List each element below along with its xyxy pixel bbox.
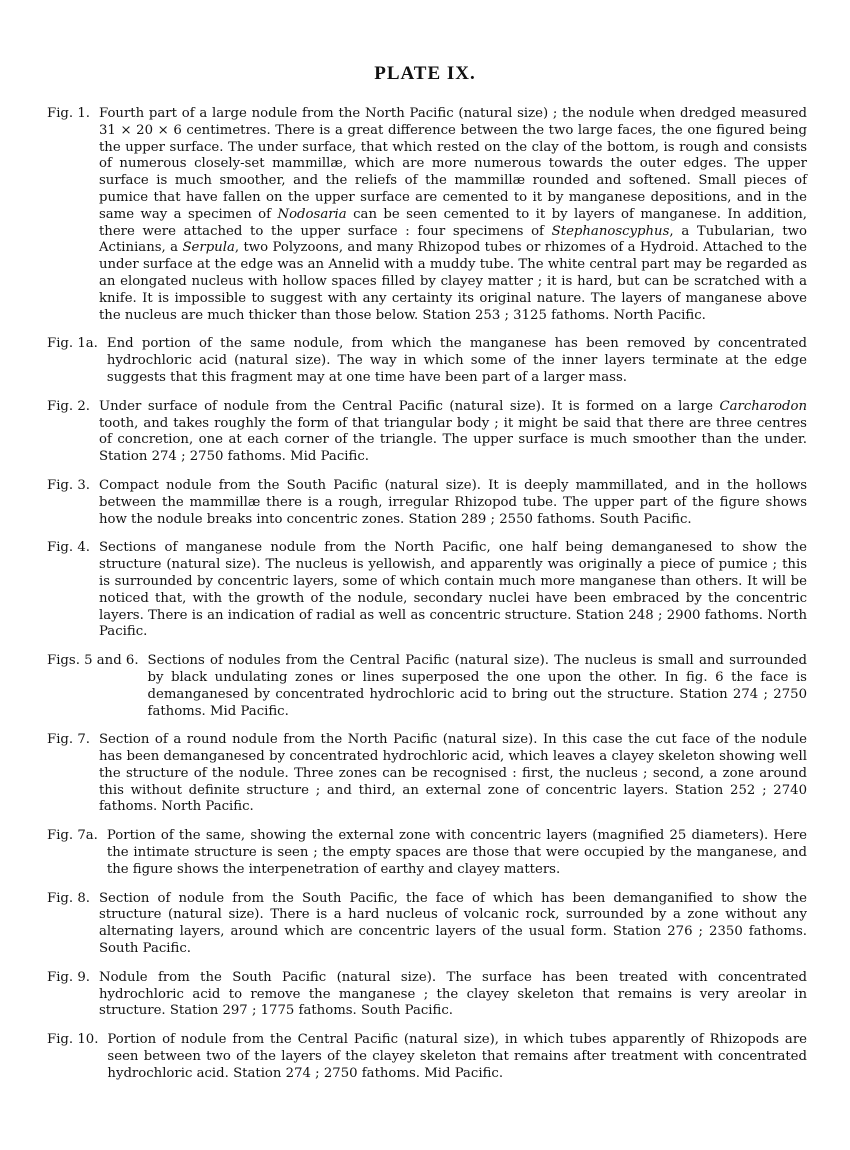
figure-description bbox=[148, 653, 807, 720]
figure-description bbox=[99, 732, 807, 816]
caption-text: Under surface of nodule from the Central Pacific (natural size). It is formed on a large bbox=[98, 398, 720, 414]
figure-description bbox=[99, 106, 807, 324]
figure-label: Fig. 7. bbox=[47, 732, 90, 748]
figure-label: Figs. 5 and 6. bbox=[47, 653, 139, 669]
taxon-name: Nodosaria bbox=[277, 206, 347, 222]
taxon-name: Serpula bbox=[182, 240, 235, 256]
figure-label: Fig. 7a. bbox=[47, 828, 98, 844]
figure-label: Fig. 2. bbox=[47, 398, 90, 414]
caption-text: Sections of nodules from the Central Pacific (natural size). The nucleus is small and surrounded by black undulating zones or lines superposed the one upon the other. In fig. 6 the face is demanganesed by concentrated hydrochloric acid to bring out the structure. Station 274 ; 2750 fathoms. Mid Pacific. bbox=[147, 653, 807, 719]
caption-text: Sections of manganese nodule from the North Pacific, one half being demanganesed to show the structure (natural size). The nucleus is yellowish, and apparently was originally a piece of pumice ; this is surrounded by concentric layers, some of which contain much more manganese than others. It will be noticed that, with the growth of the nodule, secondary nuclei have been embraced by the concentric layers. There is an indication of radial as well as concentric structure. Station 248 ; 2900 fathoms. North Pacific. bbox=[98, 540, 807, 640]
caption-text: tooth, and takes roughly the form of that triangular body ; it might be said that there are three centres of concretion, one at each corner of the triangle. The upper surface is much smoother than the under. Station 274 ; 2750 fathoms. Mid Pacific. bbox=[98, 415, 807, 465]
caption-text: Section of a round nodule from the North Pacific (natural size). In this case the cut face of the nodule has been demanganesed by concentrated hydrochloric acid, which leaves a clayey skeleton showing well the structure of the nodule. Three zones can be recognised : first, the nucleus ; second, a zone around this without definite structure ; and third, an external zone of concentric layers. Station 252 ; 2740 fathoms. North Pacific. bbox=[98, 732, 807, 815]
caption-text: can be seen cemented to it by layers of manganese. In addition, there were attached to the upper surface : four specimens of bbox=[98, 206, 807, 239]
figure-label: Fig. 9. bbox=[47, 969, 90, 985]
figure-caption bbox=[47, 336, 807, 386]
page-title: PLATE IX. bbox=[374, 63, 476, 84]
figure-caption bbox=[47, 732, 807, 816]
figure-caption bbox=[47, 1032, 807, 1082]
figure-description bbox=[99, 891, 807, 958]
figure-label: Fig. 10. bbox=[47, 1032, 99, 1048]
figure-description bbox=[99, 540, 807, 641]
figure-description bbox=[107, 1032, 807, 1082]
caption-text: , a Tubularian, two Actinians, a bbox=[98, 223, 807, 256]
taxon-name: Stephanoscyphus bbox=[551, 223, 670, 239]
caption-text: Fourth part of a large nodule from the North Pacific (natural size) ; the nodule when dredged measured 31 × 20 × 6 centimetres. There is a great difference between the two large faces, the one figured being the upper surface. The under surface, that which rested on the clay of the bottom, is rough and consists of numerous closely-set mammillæ, which are more numerous towards the outer edges. The upper surface is much smoother, and the reliefs of the mammillæ rounded and softened. Small pieces of pumice that have fallen on the upper surface are cemented to it by manganese depositions, and in the same way a specimen of bbox=[98, 106, 807, 222]
figure-description bbox=[99, 399, 807, 466]
figure-label: Fig. 1a. bbox=[47, 336, 98, 352]
figure-description bbox=[99, 970, 807, 1020]
caption-text: Nodule from the South Pacific (natural size). The surface has been treated with concentrated hydrochloric acid to remove the manganese ; the clayey skeleton that remains is very areolar in structure. Station 297 ; 1775 fathoms. South Pacific. bbox=[98, 969, 807, 1019]
caption-text: Portion of the same, showing the external zone with concentric layers (magnified 25 diameters). Here the intimate structure is seen ; the empty spaces are those that were occupied by the manganese, and the figure shows the interpenetration of earthy and clayey matters. bbox=[106, 828, 807, 877]
figure-caption bbox=[47, 828, 807, 878]
caption-text: End portion of the same nodule, from which the manganese has been removed by concentrated hydrochloric acid (natural size). The way in which some of the inner layers terminate at the edge suggests that this fragment may at one time have been part of a larger mass. bbox=[106, 336, 807, 385]
figure-label: Fig. 4. bbox=[47, 540, 90, 556]
figure-caption bbox=[47, 653, 807, 720]
caption-text: , two Polyzoons, and many Rhizopod tubes or rhizomes of a Hydroid. Attached to the under surface at the edge was an Annelid with a muddy tube. The white central part may be regarded as an elongated nucleus with hollow spaces filled by clayey matter ; it is hard, but can be scratched with a knife. It is impossible to suggest with any certainty its original nature. The layers of manganese above the nucleus are much thicker than those below. Station 253 ; 3125 fathoms. North Pacific. bbox=[98, 240, 807, 323]
figure-caption bbox=[47, 106, 807, 324]
figure-description bbox=[99, 478, 807, 528]
figure-caption bbox=[47, 891, 807, 958]
figure-label: Fig. 3. bbox=[47, 477, 90, 493]
figure-description bbox=[107, 828, 807, 878]
figure-label: Fig. 8. bbox=[47, 890, 90, 906]
figure-captions-list bbox=[47, 106, 807, 1083]
figure-caption bbox=[47, 540, 807, 641]
taxon-name: Carcharodon bbox=[719, 398, 807, 414]
figure-label: Fig. 1. bbox=[47, 106, 90, 121]
figure-caption bbox=[47, 399, 807, 466]
caption-text: Compact nodule from the South Pacific (natural size). It is deeply mammillated, and in the hollows between the mammillæ there is a rough, irregular Rhizopod tube. The upper part of the figure shows how the nodule breaks into concentric zones. Station 289 ; 2550 fathoms. South Pacific. bbox=[98, 477, 807, 527]
caption-text: Section of nodule from the South Pacific, the face of which has been demanganified to show the structure (natural size). There is a hard nucleus of volcanic rock, surrounded by a zone without any alternating layers, around which are concentric layers of the usual form. Station 276 ; 2350 fathoms. South Pacific. bbox=[98, 890, 807, 957]
figure-caption bbox=[47, 478, 807, 528]
figure-caption bbox=[47, 970, 807, 1020]
caption-text: Portion of nodule from the Central Pacific (natural size), in which tubes apparently of Rhizopods are seen between two of the layers of the clayey skeleton that remains after treatment with concentrated hydrochloric acid. Station 274 ; 2750 fathoms. Mid Pacific. bbox=[107, 1032, 807, 1081]
figure-description bbox=[107, 336, 807, 386]
